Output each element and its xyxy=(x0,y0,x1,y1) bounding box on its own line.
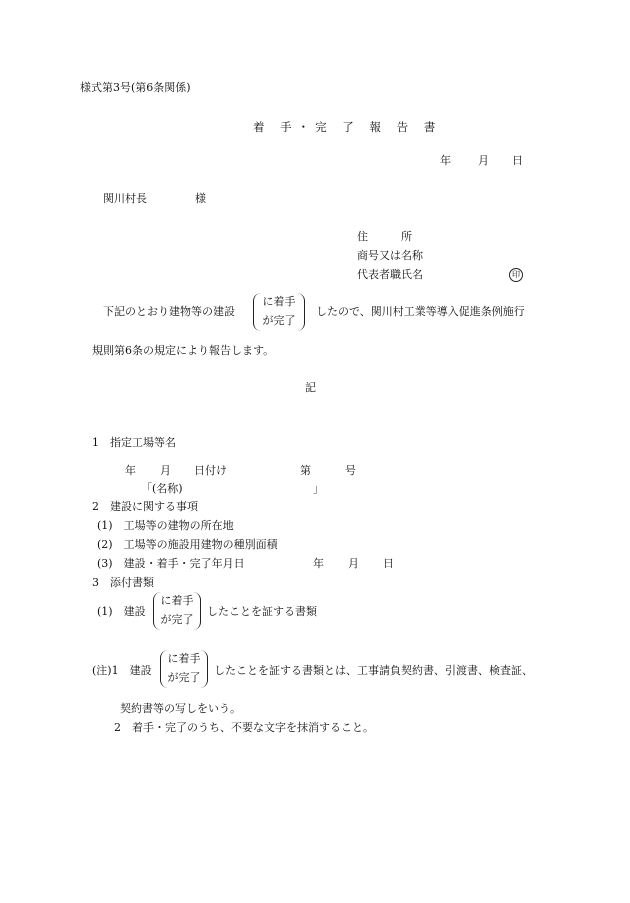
address-label: 住 所 xyxy=(357,230,412,243)
date-year: 年 xyxy=(440,154,451,167)
item-2-1: (1) 工場等の建物の所在地 xyxy=(97,519,234,532)
note-2: 2 着手・完了のうち、不要な文字を抹消すること。 xyxy=(114,721,374,734)
addressee-name: 関川村長 xyxy=(103,192,147,205)
item-1-heading: 1 指定工場等名 xyxy=(92,436,176,449)
date-day: 日 xyxy=(512,154,523,167)
item-3-1-post: したことを証する書類 xyxy=(207,605,317,618)
brace-note-1 xyxy=(160,650,208,688)
brace-item-3-start: に着手 xyxy=(160,594,194,607)
brace-item-3 xyxy=(153,592,201,630)
item-2-2: (2) 工場等の施設用建物の種別面積 xyxy=(97,538,278,551)
representative-label: 代表者職氏名 xyxy=(357,268,423,281)
brace-note-1-complete: が完了 xyxy=(167,671,201,684)
note-1-line2: 契約書等の写しをいう。 xyxy=(120,702,241,715)
note-1-pre: (注)1 建設 xyxy=(92,664,152,677)
brace-body-start: に着手 xyxy=(262,295,296,308)
item-1-number-pre: 第 xyxy=(300,464,311,477)
body-line1-post: したので、関川村工業等導入促進条例施行 xyxy=(316,305,525,318)
item-2-heading: 2 建設に関する事項 xyxy=(92,500,198,513)
item-1-name-close: 」 xyxy=(313,482,324,495)
item-2-3: (3) 建設・着手・完了年月日 xyxy=(97,557,245,570)
brace-body-complete: が完了 xyxy=(262,314,296,327)
item-1-year: 年 xyxy=(125,464,136,477)
body-line2: 規則第6条の規定により報告します。 xyxy=(92,344,275,357)
body-line1-pre: 下記のとおり建物等の建設 xyxy=(103,305,235,318)
date-month: 月 xyxy=(478,154,489,167)
item-1-number-post: 号 xyxy=(345,464,356,477)
brace-item-3-complete: が完了 xyxy=(160,613,194,626)
item-1-day: 日付け xyxy=(194,464,227,477)
brace-body xyxy=(253,293,305,331)
seal-mark: 印 xyxy=(509,268,523,282)
item-3-heading: 3 添付書類 xyxy=(92,576,154,589)
form-label: 様式第3号(第6条関係) xyxy=(80,81,191,94)
item-1-month: 月 xyxy=(160,464,171,477)
brace-note-1-start: に着手 xyxy=(167,652,201,665)
item-2-3-day: 日 xyxy=(383,557,394,570)
company-label: 商号又は名称 xyxy=(357,249,423,262)
item-2-3-year: 年 xyxy=(313,557,324,570)
note-1-post: したことを証する書類とは、工事請負契約書、引渡書、検査証、 xyxy=(214,664,533,677)
item-3-1-pre: (1) 建設 xyxy=(97,605,146,618)
addressee-honorific: 様 xyxy=(195,192,206,205)
item-2-3-month: 月 xyxy=(348,557,359,570)
page-title: 着 手・完 了 報 告 書 xyxy=(253,120,442,134)
item-1-name-open: 「(名称) xyxy=(141,482,183,495)
ki-heading: 記 xyxy=(305,381,316,394)
